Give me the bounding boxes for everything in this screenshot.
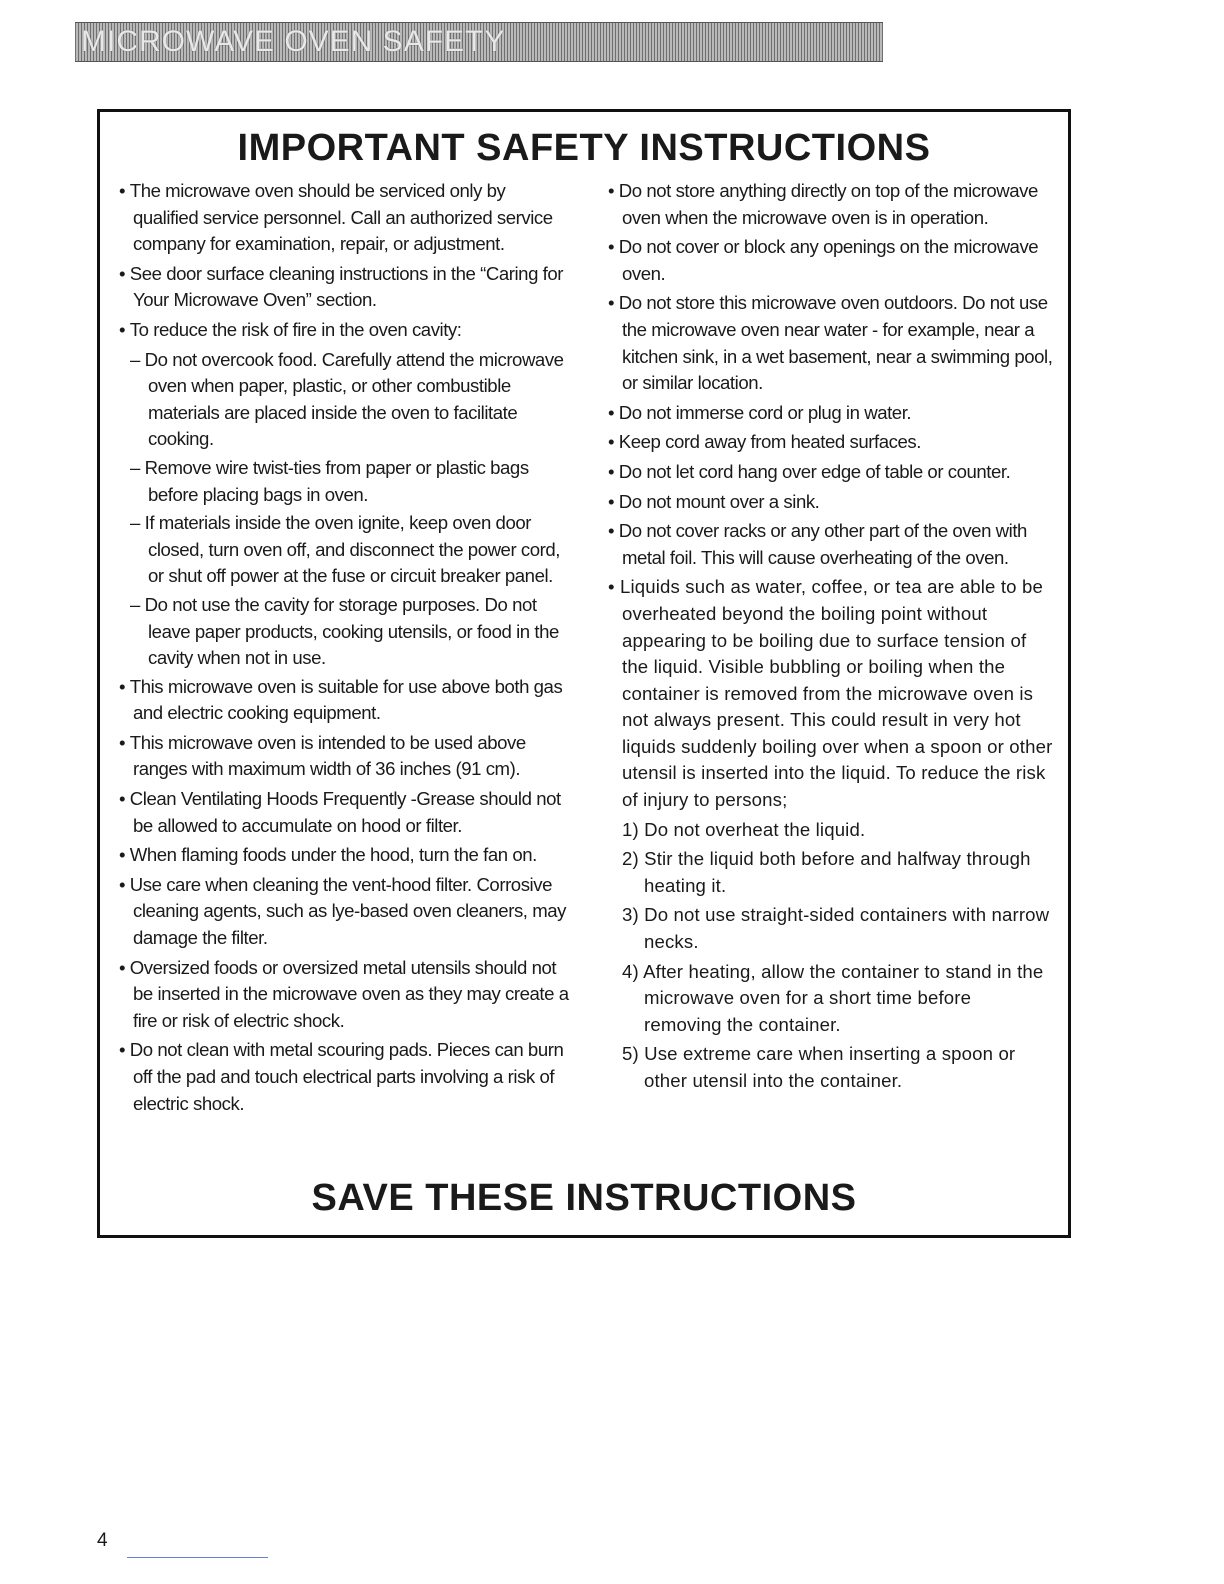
bottom-divider bbox=[127, 1557, 268, 1558]
bullet-item: • The microwave oven should be serviced only by qualified service personnel. Call an authorized service company for examination, repair, or adjustment. bbox=[119, 178, 574, 258]
bullet-item: • Clean Ventilating Hoods Frequently -Grease should not be allowed to accumulate on hood or filter. bbox=[119, 786, 574, 839]
bullet-item: • Oversized foods or oversized metal utensils should not be inserted in the microwave oven as they may create a fire or risk of electric shock. bbox=[119, 955, 574, 1035]
bullet-item: • Use care when cleaning the vent-hood filter. Corrosive cleaning agents, such as lye-based oven cleaners, may damage the filter. bbox=[119, 872, 574, 952]
right-column bbox=[608, 178, 1054, 1098]
section-title: MICROWAVE OVEN SAFETY bbox=[81, 25, 506, 58]
sub-item: – Do not overcook food. Carefully attend the microwave oven when paper, plastic, or other combustible materials are placed inside the oven to facilitate cooking. bbox=[119, 347, 574, 453]
bullet-item: • This microwave oven is suitable for use above both gas and electric cooking equipment. bbox=[119, 674, 574, 727]
bullet-item: • Do not let cord hang over edge of table or counter. bbox=[608, 459, 1054, 486]
numbered-step: 2) Stir the liquid both before and halfway through heating it. bbox=[622, 848, 1031, 896]
bullet-item: • See door surface cleaning instructions in the “Caring for Your Microwave Oven” section. bbox=[119, 261, 574, 314]
bullet-item: • Do not mount over a sink. bbox=[608, 489, 1054, 516]
bullet-item: • Do not immerse cord or plug in water. bbox=[608, 400, 1054, 427]
box-footer: SAVE THESE INSTRUCTIONS bbox=[311, 1177, 857, 1219]
left-column bbox=[119, 178, 574, 1120]
numbered-step: 5) Use extreme care when inserting a spoon or other utensil into the container. bbox=[622, 1043, 1016, 1091]
bullet-item: • Liquids such as water, coffee, or tea are able to be overheated beyond the boiling point without appearing to be boiling due to surface tension of the liquid. Visible bubbling or boiling when the container is removed from the microwave oven is not always present. This could result in very hot liquids suddenly boiling over when a spoon or other utensil is inserted into the liquid. To reduce the risk of injury to persons; bbox=[608, 574, 1054, 813]
bullet-item: • To reduce the risk of fire in the oven cavity: bbox=[119, 317, 574, 344]
numbered-step: 3) Do not use straight-sided containers with narrow necks. bbox=[622, 904, 1050, 953]
safety-instructions-box bbox=[97, 109, 1071, 1238]
numbered-step: 4) After heating, allow the container to stand in the microwave oven for a short time before removing the container. bbox=[622, 960, 1044, 1035]
bullet-item: • Do not cover or block any openings on the microwave oven. bbox=[608, 234, 1054, 287]
box-title: IMPORTANT SAFETY INSTRUCTIONS bbox=[237, 127, 931, 169]
bullet-item: • Do not store this microwave oven outdoors. Do not use the microwave oven near water - for example, near a kitchen sink, in a wet basement, near a swimming pool, or similar location. bbox=[608, 290, 1054, 396]
bullet-item: • Do not cover racks or any other part of the oven with metal foil. This will cause overheating of the oven. bbox=[608, 518, 1054, 571]
bullet-item: • Do not clean with metal scouring pads. Pieces can burn off the pad and touch electrical parts involving a risk of electric shock. bbox=[119, 1037, 574, 1117]
sub-item: – Do not use the cavity for storage purposes. Do not leave paper products, cooking utensils, or food in the cavity when not in use. bbox=[119, 592, 574, 672]
sub-item: – Remove wire twist-ties from paper or plastic bags before placing bags in oven. bbox=[119, 455, 574, 508]
numbered-step: 1) Do not overheat the liquid. bbox=[622, 818, 866, 840]
sub-item: – If materials inside the oven ignite, keep oven door closed, turn oven off, and disconnect the power cord, or shut off power at the fuse or circuit breaker panel. bbox=[119, 510, 574, 590]
bullet-item: • Keep cord away from heated surfaces. bbox=[608, 429, 1054, 456]
bullet-item: • Do not store anything directly on top of the microwave oven when the microwave oven is in operation. bbox=[608, 178, 1054, 231]
bullet-item: • This microwave oven is intended to be used above ranges with maximum width of 36 inches (91 cm). bbox=[119, 730, 574, 783]
page-number: 4 bbox=[97, 1530, 108, 1551]
section-header-bar bbox=[75, 22, 883, 62]
bullet-item: • When flaming foods under the hood, turn the fan on. bbox=[119, 842, 574, 869]
